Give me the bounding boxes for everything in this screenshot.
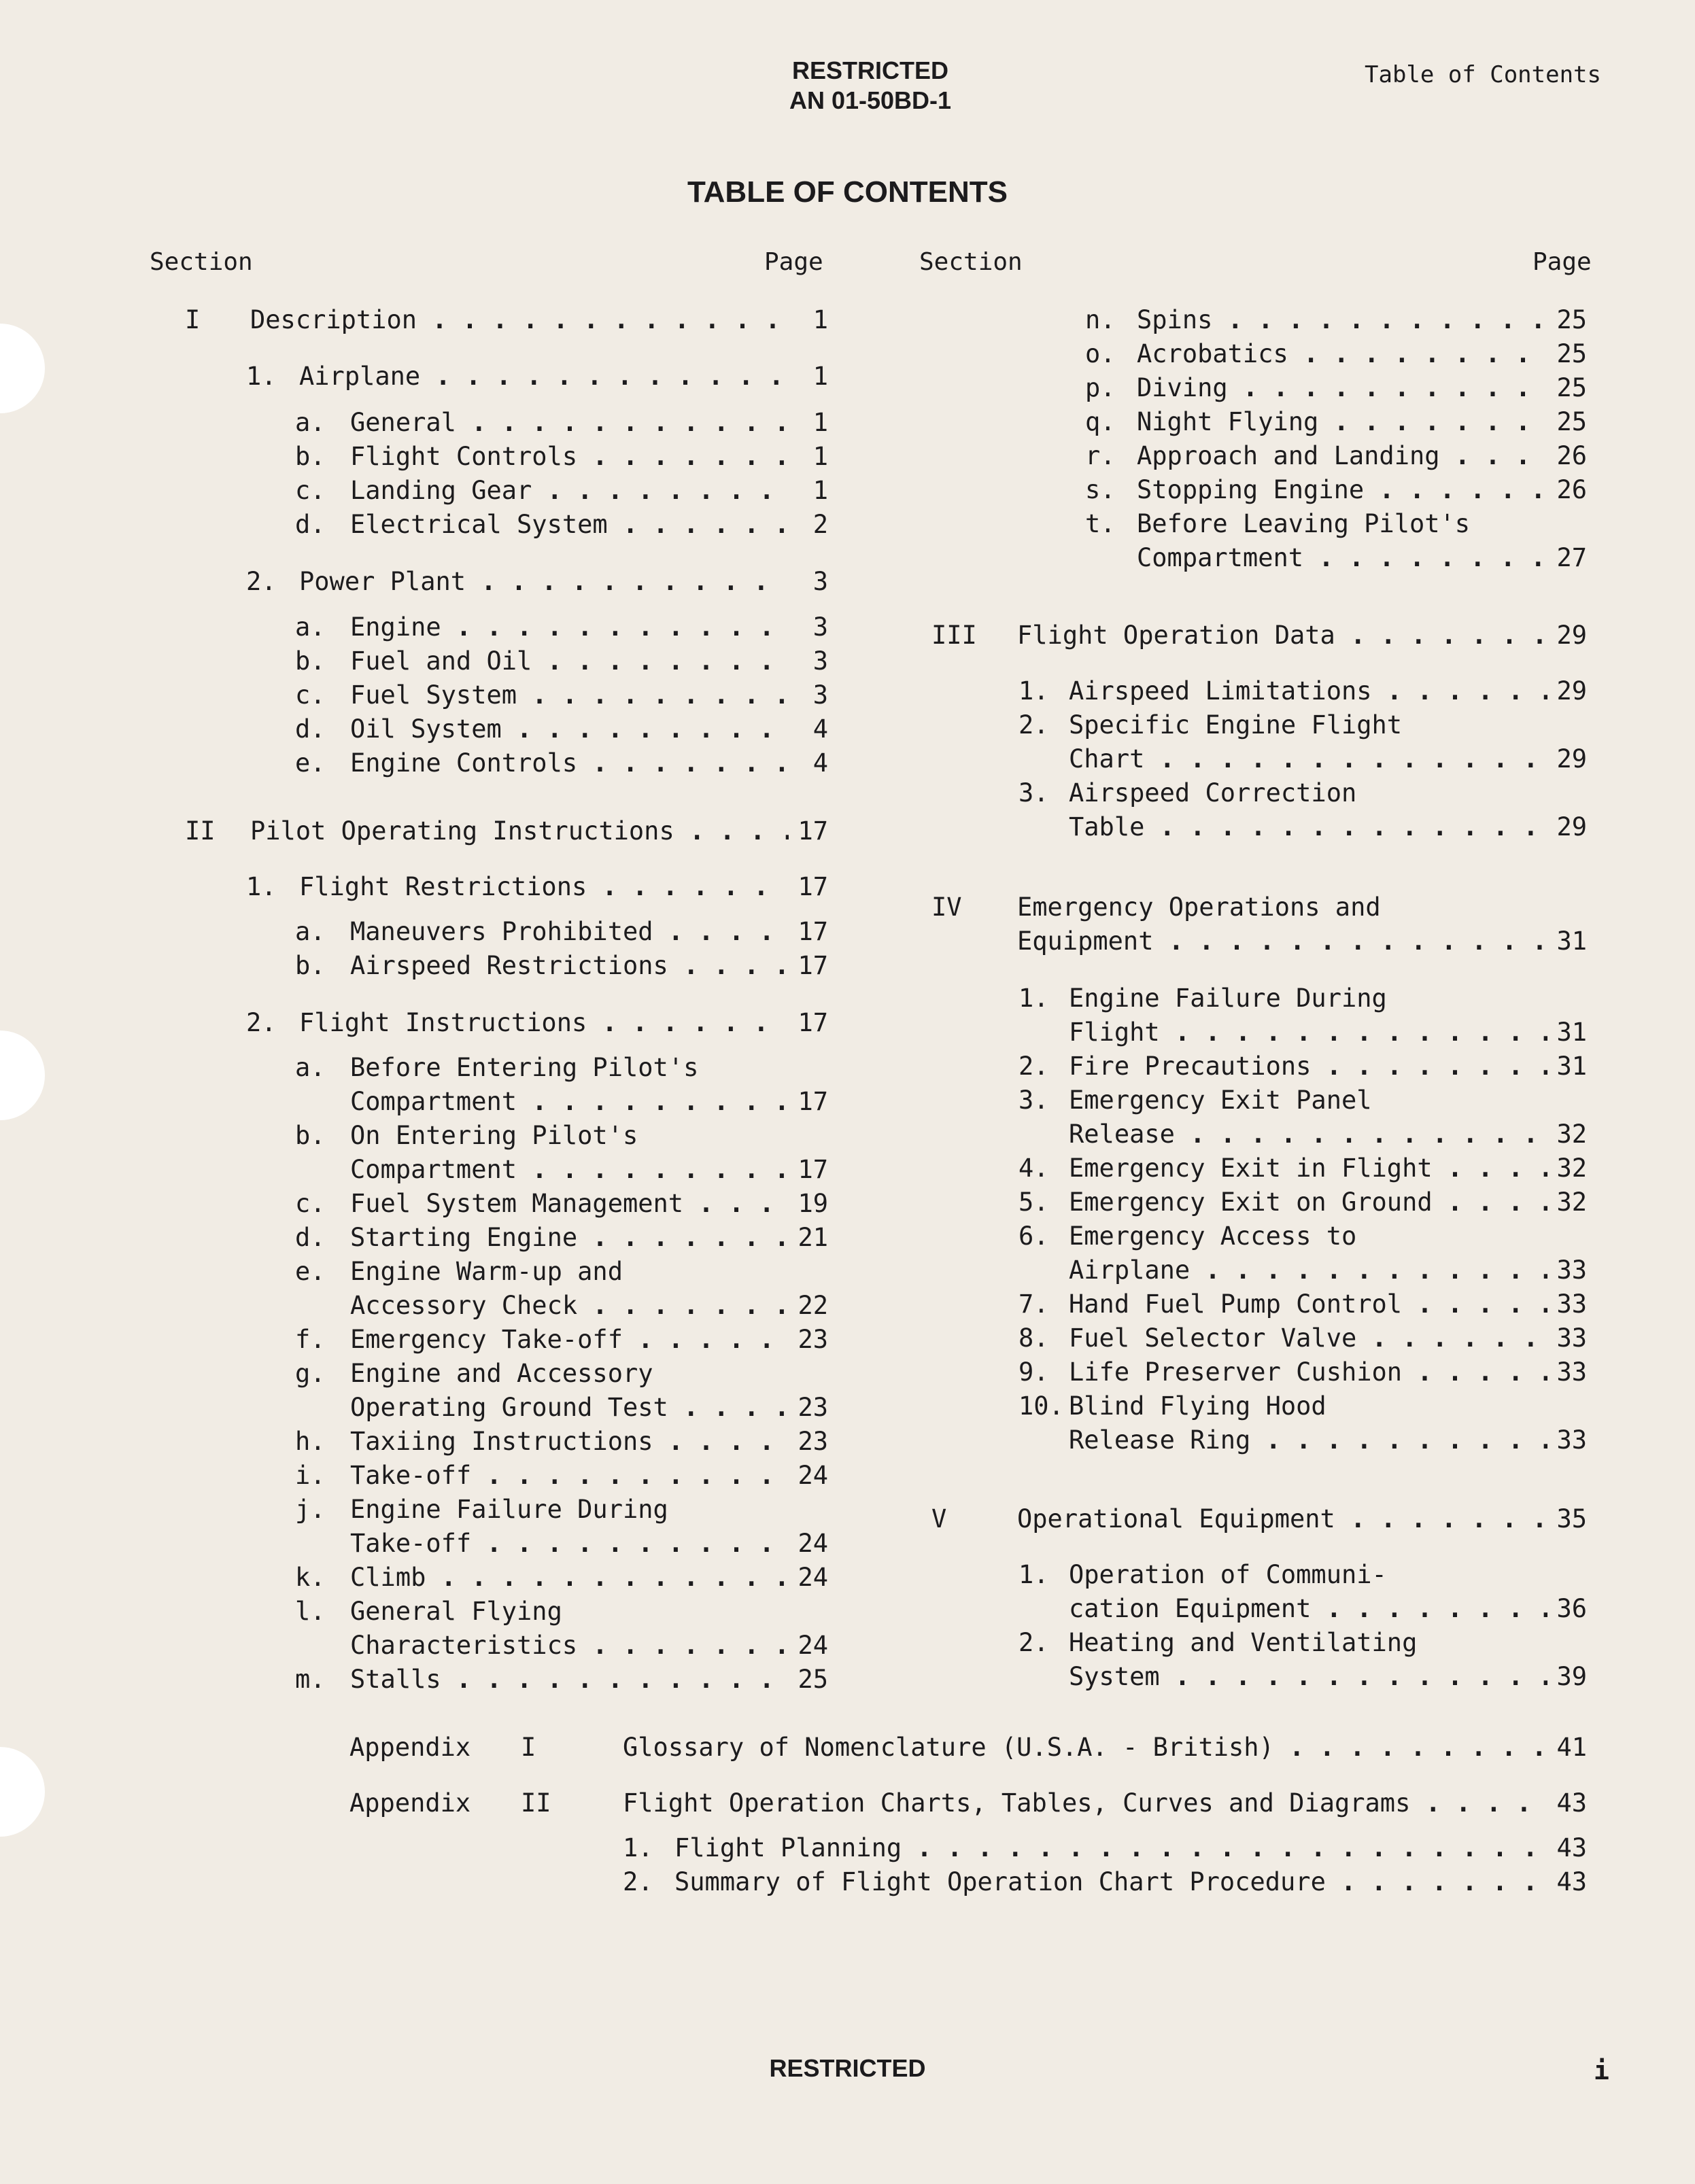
right-section-header: Section (919, 248, 1023, 276)
toc-entry-page: 4 (812, 714, 828, 744)
toc-entry-number: 8. (1018, 1323, 1049, 1353)
appendix-page: 43 (1556, 1833, 1587, 1862)
toc-entry-page: 23 (798, 1427, 828, 1456)
toc-entry (0, 371, 1587, 405)
toc-entry-number: r. (1085, 441, 1116, 470)
toc-entry (0, 1355, 1587, 1389)
toc-entry-title: Power Plant . . . (299, 565, 789, 599)
toc-entry-number: d. (295, 714, 326, 744)
toc-entry-title: Flight Instructions . . . (299, 1006, 789, 1040)
toc-entry-title: Table . . . (1069, 810, 1547, 844)
toc-entry (0, 1016, 1587, 1050)
toc-entry-page: 31 (1556, 1052, 1587, 1081)
toc-entry-number: h. (295, 1427, 326, 1456)
toc-entry-page: 3 (812, 567, 828, 596)
right-page-header: Page (1533, 248, 1592, 276)
toc-entry-page: 31 (1556, 926, 1587, 956)
toc-entry-title: Flight Controls . . . (350, 440, 789, 474)
toc-entry-page: 24 (798, 1563, 828, 1592)
toc-entry (0, 924, 1587, 958)
toc-entry-number: i. (295, 1461, 326, 1490)
toc-entry-page: 25 (1556, 407, 1587, 436)
toc-entry-page: 19 (798, 1189, 828, 1218)
toc-entry-title: Release Ring . . . (1069, 1423, 1547, 1457)
appendix-sub-number: 1. (623, 1833, 653, 1862)
toc-entry-title: Spins . . . (1137, 303, 1547, 337)
toc-entry-page: 17 (798, 1087, 828, 1116)
toc-entry-number: n. (1085, 305, 1116, 334)
doc-number: AN 01-50BD-1 (789, 86, 952, 114)
toc-entry-number: 10. (1018, 1391, 1064, 1421)
toc-entry-number: V (931, 1504, 947, 1533)
toc-entry-title: cation Equipment . . . (1069, 1592, 1547, 1626)
toc-entry-title: Airplane . . . (1069, 1253, 1547, 1287)
page-header (734, 56, 1006, 116)
toc-entry-title: Stopping Engine . . . (1137, 473, 1547, 507)
toc-entry (0, 1287, 1587, 1321)
toc-entry (0, 541, 1587, 575)
toc-entry-title: Compartment . . . (350, 1085, 789, 1119)
toc-entry-page: 1 (812, 476, 828, 505)
toc-entry (0, 1219, 1587, 1253)
toc-entry-number: e. (295, 748, 326, 778)
toc-entry-title: General . . . (350, 406, 789, 440)
running-section-title: Table of Contents (1365, 61, 1601, 88)
toc-entry-number: 1. (246, 872, 277, 901)
toc-entry-number: 3. (1018, 778, 1049, 808)
toc-entry-page: 31 (1556, 1018, 1587, 1047)
classification-bottom: RESTRICTED (769, 2054, 926, 2082)
toc-entry (0, 1185, 1587, 1219)
appendix-title: Glossary of Nomenclature (U.S.A. - British) . . . (623, 1731, 1547, 1765)
toc-entry-number: III (931, 621, 977, 650)
toc-entry (0, 674, 1587, 708)
toc-entry-number: q. (1085, 407, 1116, 436)
left-section-header: Section (150, 248, 253, 276)
appendix-label: Appendix (349, 1788, 471, 1818)
appendix-entry (0, 1786, 1587, 1820)
toc-entry-title: Before Leaving Pilot's (1137, 509, 1471, 538)
toc-entry-number: 1. (1018, 1560, 1049, 1589)
classification-top: RESTRICTED (791, 56, 948, 84)
toc-entry-page: 24 (798, 1529, 828, 1558)
toc-entry-page: 24 (798, 1461, 828, 1490)
toc-entry (0, 1558, 1587, 1592)
toc-entry-page: 3 (812, 680, 828, 710)
toc-entry-page: 3 (812, 646, 828, 676)
toc-entry-title: Operation of Communi- (1069, 1560, 1387, 1589)
toc-entry-page: 29 (1556, 676, 1587, 706)
toc-entry-page: 2 (812, 510, 828, 539)
toc-entry-title: Engine Warm-up and (350, 1257, 623, 1286)
toc-entry-number: s. (1085, 475, 1116, 504)
toc-entry-title: On Entering Pilot's (350, 1121, 638, 1150)
toc-entry-number: 9. (1018, 1357, 1049, 1387)
toc-entry-page: 17 (798, 1008, 828, 1037)
toc-entry-number: 2. (1018, 710, 1049, 740)
toc-entry-title: Emergency Exit Panel (1069, 1086, 1372, 1115)
toc-entry-page: 1 (812, 362, 828, 391)
toc-entry-title: System . . . (1069, 1660, 1547, 1694)
toc-entry-number: 1. (1018, 984, 1049, 1013)
page-number: i (1594, 2056, 1609, 2085)
toc-entry-number: a. (295, 917, 326, 946)
toc-entry-title: Hand Fuel Pump Control . . . (1069, 1287, 1547, 1321)
toc-entry-title: General Flying (350, 1597, 562, 1626)
toc-entry-title: Life Preserver Cushion . . . (1069, 1355, 1547, 1389)
toc-entry-title: Blind Flying Hood (1069, 1391, 1326, 1421)
page-title: TABLE OF CONTENTS (687, 175, 1008, 209)
toc-entry-number: b. (295, 646, 326, 676)
toc-entry-number: 1. (1018, 676, 1049, 706)
appendix-page: 43 (1556, 1788, 1587, 1818)
toc-entry-title: Fuel System . . . (350, 678, 789, 712)
appendix-label: Appendix (349, 1733, 471, 1762)
toc-entry-page: 25 (1556, 373, 1587, 402)
toc-entry-page: 29 (1556, 812, 1587, 842)
toc-entry-title: Fuel Selector Valve . . . (1069, 1321, 1547, 1355)
toc-entry-page: 3 (812, 612, 828, 642)
toc-entry-number: 5. (1018, 1188, 1049, 1217)
toc-entry (0, 507, 1587, 541)
toc-entry-page: 25 (798, 1665, 828, 1694)
toc-entry (0, 303, 1587, 337)
toc-entry-page: 17 (798, 816, 828, 846)
toc-entry-title: Chart . . . (1069, 742, 1547, 776)
toc-entry (0, 708, 1587, 742)
toc-entry-number: 4. (1018, 1154, 1049, 1183)
toc-entry-number: e. (295, 1257, 326, 1286)
toc-entry-number: 3. (1018, 1086, 1049, 1115)
toc-entry-number: c. (295, 680, 326, 710)
toc-entry (0, 1660, 1587, 1694)
toc-entry-number: 2. (246, 567, 277, 596)
toc-entry-title: Acrobatics . . . (1137, 337, 1547, 371)
toc-entry-page: 33 (1556, 1289, 1587, 1319)
toc-entry-number: 7. (1018, 1289, 1049, 1319)
toc-entry-page: 33 (1556, 1357, 1587, 1387)
toc-entry-page: 26 (1556, 475, 1587, 504)
toc-entry-page: 39 (1556, 1662, 1587, 1691)
toc-entry-number: m. (295, 1665, 326, 1694)
toc-entry (0, 776, 1587, 810)
toc-entry (0, 473, 1587, 507)
toc-entry-number: c. (295, 1189, 326, 1218)
toc-entry-title: Diving . . . (1137, 371, 1547, 405)
appendix-entry (0, 1731, 1587, 1765)
toc-entry-number: d. (295, 1223, 326, 1252)
toc-entry-title: Starting Engine . . . (350, 1221, 789, 1255)
toc-entry-page: 33 (1556, 1425, 1587, 1455)
toc-entry-page: 23 (798, 1325, 828, 1354)
toc-entry-title: Fuel System Management . . . (350, 1187, 789, 1221)
toc-entry-page: 1 (812, 442, 828, 471)
toc-entry-page: 26 (1556, 441, 1587, 470)
toc-entry-number: j. (295, 1495, 326, 1524)
toc-entry-title: Flight Operation Data . . . (1017, 619, 1547, 653)
toc-entry-number: I (185, 305, 201, 334)
toc-entry-page: 32 (1556, 1188, 1587, 1217)
toc-entry-page: 1 (812, 408, 828, 437)
toc-entry-title: Airspeed Limitations . . . (1069, 674, 1547, 708)
toc-entry-page: 22 (798, 1291, 828, 1320)
appendix-entry (0, 1865, 1587, 1899)
toc-entry-page: 17 (798, 872, 828, 901)
left-page-header: Page (764, 248, 823, 276)
toc-entry-page: 25 (1556, 305, 1587, 334)
toc-entry-title: Emergency Exit in Flight . . . (1069, 1151, 1547, 1185)
toc-entry-page: 4 (812, 748, 828, 778)
toc-entry (0, 439, 1587, 473)
appendix-numeral: II (521, 1788, 551, 1818)
toc-entry-page: 17 (798, 917, 828, 946)
toc-entry (0, 1502, 1587, 1536)
toc-entry-number: 6. (1018, 1221, 1049, 1251)
toc-entry-number: c. (295, 476, 326, 505)
toc-entry-number: 2. (246, 1008, 277, 1037)
toc-entry (0, 1253, 1587, 1287)
toc-entry-title: Characteristics . . . (350, 1629, 789, 1663)
toc-entry-title: Approach and Landing . . . (1137, 439, 1547, 473)
toc-entry-page: 32 (1556, 1120, 1587, 1149)
toc-entry-page: 1 (812, 305, 828, 334)
toc-entry-page: 17 (798, 1155, 828, 1184)
toc-entry-title: Electrical System . . . (350, 508, 789, 542)
toc-entry (0, 1050, 1587, 1084)
toc-entry-title: Compartment . . . (350, 1153, 789, 1187)
toc-entry (0, 1626, 1587, 1660)
toc-entry-title: Flight Restrictions . . . (299, 870, 789, 904)
toc-entry-number: o. (1085, 339, 1116, 368)
toc-entry-number: 2. (1018, 1052, 1049, 1081)
toc-entry (0, 337, 1587, 371)
toc-entry-title: Oil System . . . (350, 712, 789, 746)
toc-entry-title: Flight . . . (1069, 1016, 1547, 1050)
toc-entry-title: Engine Failure During (350, 1495, 668, 1524)
toc-entry (0, 1321, 1587, 1355)
toc-entry (0, 1389, 1587, 1423)
toc-entry-number: f. (295, 1325, 326, 1354)
toc-entry-number: p. (1085, 373, 1116, 402)
toc-entry (0, 1151, 1587, 1185)
toc-entry-page: 25 (1556, 339, 1587, 368)
toc-entry-title: Stalls . . . (350, 1663, 789, 1697)
appendix-page: 43 (1556, 1867, 1587, 1896)
toc-entry-title: Engine . . . (350, 610, 789, 644)
toc-entry-title: Description . . . (250, 303, 789, 337)
toc-entry-title: Maneuvers Prohibited . . . (350, 915, 789, 949)
toc-entry (0, 810, 1587, 844)
appendix-title: Flight Planning . . . (674, 1831, 1547, 1865)
toc-entry-page: 23 (798, 1393, 828, 1422)
toc-entry-number: k. (295, 1563, 326, 1592)
toc-entry-number: a. (295, 408, 326, 437)
toc-entry-title: Engine Failure During (1069, 984, 1387, 1013)
toc-entry-title: Taxiing Instructions . . . (350, 1425, 789, 1459)
toc-entry-title: Climb . . . (350, 1561, 789, 1595)
toc-entry-title: Compartment . . . (1137, 541, 1547, 575)
toc-entry (0, 982, 1587, 1016)
toc-entry-title: Accessory Check . . . (350, 1289, 789, 1323)
toc-entry-page: 33 (1556, 1255, 1587, 1285)
toc-entry-number: II (185, 816, 216, 846)
toc-entry-title: Fire Precautions . . . (1069, 1050, 1547, 1084)
toc-entry-title: Airspeed Correction (1069, 778, 1357, 808)
toc-entry-title: Release . . . (1069, 1117, 1547, 1151)
toc-entry (0, 890, 1587, 924)
toc-entry-number: b. (295, 442, 326, 471)
toc-entry-number: t. (1085, 509, 1116, 538)
toc-entry (0, 405, 1587, 439)
toc-entry (0, 1592, 1587, 1626)
toc-entry-title: Emergency Take-off . . . (350, 1323, 789, 1357)
toc-entry-number: b. (295, 1121, 326, 1150)
toc-entry-title: Take-off . . . (350, 1459, 789, 1493)
toc-entry-title: Operational Equipment . . . (1017, 1502, 1547, 1536)
toc-entry-title: Take-off . . . (350, 1527, 789, 1561)
toc-entry-page: 36 (1556, 1594, 1587, 1623)
toc-entry-page: 29 (1556, 621, 1587, 650)
toc-entry-title: Pilot Operating Instructions . . . (250, 814, 789, 848)
toc-entry (0, 1084, 1587, 1117)
toc-entry (0, 1117, 1587, 1151)
toc-entry-title: Airspeed Restrictions . . . (350, 949, 789, 983)
toc-entry-number: 2. (1018, 1628, 1049, 1657)
toc-entry-page: 29 (1556, 744, 1587, 774)
toc-entry-number: b. (295, 951, 326, 980)
toc-entry-title: Equipment . . . (1017, 924, 1547, 958)
appendix-sub-number: 2. (623, 1867, 653, 1896)
toc-entry-title: Engine Controls . . . (350, 746, 789, 780)
appendix-page: 41 (1556, 1733, 1587, 1762)
toc-entry-title: Emergency Access to (1069, 1221, 1357, 1251)
toc-entry-page: 17 (798, 951, 828, 980)
toc-entry-page: 32 (1556, 1154, 1587, 1183)
appendix-entry (0, 1831, 1587, 1865)
toc-entry-number: a. (295, 612, 326, 642)
toc-entry-number: a. (295, 1053, 326, 1082)
toc-entry-title: Emergency Operations and (1017, 892, 1381, 922)
toc-entry (0, 1459, 828, 1493)
toc-entry (0, 619, 1587, 653)
toc-entry-page: 35 (1556, 1504, 1587, 1533)
toc-entry-title: Heating and Ventilating (1069, 1628, 1418, 1657)
toc-entry-title: Operating Ground Test . . . (350, 1391, 789, 1425)
toc-entry (0, 742, 1587, 776)
toc-entry-title: Specific Engine Flight (1069, 710, 1403, 740)
toc-entry-title: Engine and Accessory (350, 1359, 653, 1388)
toc-entry-page: 27 (1556, 543, 1587, 572)
toc-entry-title: Night Flying . . . (1137, 405, 1547, 439)
toc-entry-number: l. (295, 1597, 326, 1626)
toc-entry-title: Landing Gear . . . (350, 474, 789, 508)
toc-entry-page: 24 (798, 1631, 828, 1660)
toc-entry-title: Fuel and Oil . . . (350, 644, 789, 678)
toc-entry-number: 1. (246, 362, 277, 391)
toc-entry-number: IV (931, 892, 962, 922)
appendix-numeral: I (521, 1733, 536, 1762)
toc-entry-number: d. (295, 510, 326, 539)
toc-entry-title: Before Entering Pilot's (350, 1053, 699, 1082)
toc-entry-title: Airplane . . . (299, 360, 789, 394)
toc-entry-title: Emergency Exit on Ground . . . (1069, 1185, 1547, 1219)
appendix-title: Summary of Flight Operation Chart Procedure . . . (674, 1865, 1547, 1899)
toc-entry-number: g. (295, 1359, 326, 1388)
toc-entry (0, 1423, 1587, 1457)
appendix-title: Flight Operation Charts, Tables, Curves and Diagrams . . . (623, 1786, 1547, 1820)
toc-entry-page: 21 (798, 1223, 828, 1252)
toc-entry-page: 33 (1556, 1323, 1587, 1353)
